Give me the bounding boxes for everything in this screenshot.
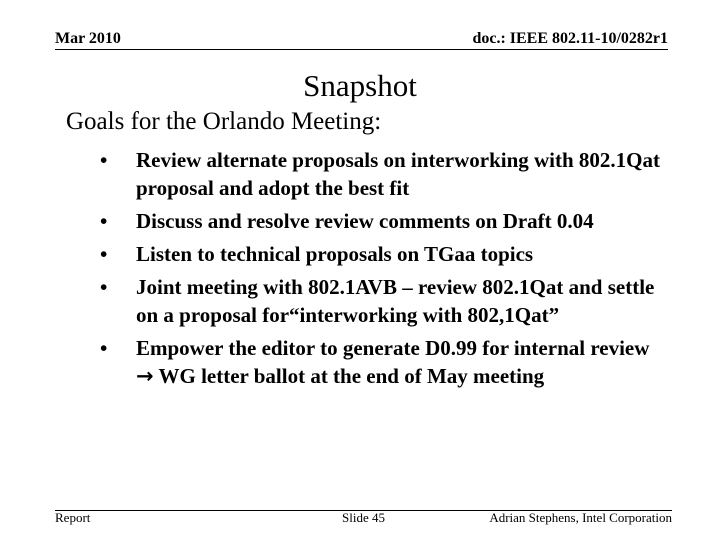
bullet-text: Discuss and resolve review comments on Draft 0.04: [136, 209, 594, 233]
bullet-text: Listen to technical proposals on TGaa topics: [136, 242, 534, 266]
bullet-icon: •: [100, 148, 108, 172]
goals-list: [100, 146, 660, 395]
footer-author: Adrian Stephens, Intel Corporation: [489, 510, 672, 525]
slide-number: Slide 45: [342, 510, 385, 525]
slide-subtitle: Goals for the Orlando Meeting:: [66, 108, 382, 135]
arrow-right-icon: →: [136, 364, 154, 388]
bullet-icon: •: [100, 242, 108, 266]
bullet-icon: •: [100, 209, 108, 233]
bullet-text: Review alternate proposals on interworking with 802.1Qat proposal and adopt the best fit: [136, 148, 661, 200]
list-item: [100, 240, 660, 268]
header-doc-id: doc.: IEEE 802.11-10/0282r1: [472, 30, 668, 47]
footer-label: Report: [55, 510, 91, 525]
list-item: [100, 146, 660, 202]
bullet-text: Joint meeting with 802.1AVB – review 802.1Qat and settle on a proposal for“interworking with 802,1Qat”: [136, 275, 655, 327]
list-item: [100, 207, 660, 235]
list-item: [100, 273, 660, 329]
bullet-text-tail: WG letter ballot at the end of May meeting: [158, 364, 545, 388]
bullet-icon: •: [100, 275, 108, 299]
list-item: [100, 334, 660, 390]
slide-title: Snapshot: [303, 68, 417, 103]
header-date: Mar 2010: [55, 30, 121, 47]
bullet-icon: •: [100, 336, 108, 360]
header-divider: [55, 49, 668, 50]
bullet-text: Empower the editor to generate D0.99 for internal review: [136, 336, 650, 360]
